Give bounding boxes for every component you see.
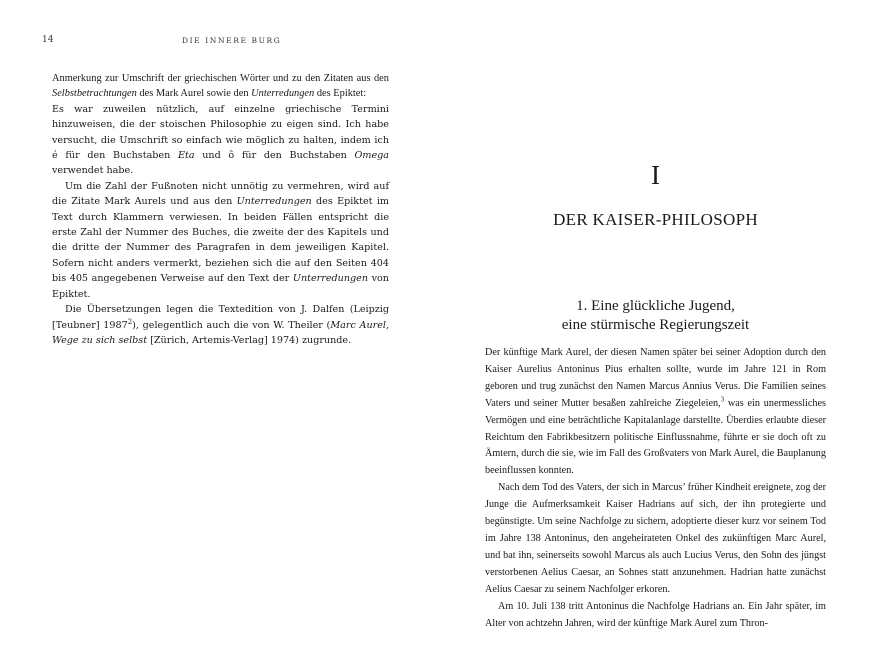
italic-run: Unterredungen	[292, 273, 369, 285]
text-run: von Epiktet.	[52, 273, 389, 300]
body-paragraph: Nach dem Tod des Vaters, der sich in Marcus’ früher Kindheit ereignete, zog der Junge die Aufmerksamkeit Kaiser Hadrians auf sich, der ihn protegierte und begünstigte. Um seine Nachfolge zu sichern, adoptierte dieser kurz vor seinem Tod im Jahre 138 Antoninus, den angeheirateten Onkel des zukünftigen Marc Aurel, und bat ihn, seinerseits sowohl Marcus als auch Lucius Verus, den Sohn des jüngst verstorbenen Aelius Caesar, an Sohnes statt anzunehmen. Hadrian hatte zunächst Aelius Caesar zu seinem Nachfolger erkoren.	[485, 482, 826, 595]
chapter-title: DER KAISER-PHILOSOPH	[553, 210, 758, 229]
text-run: verwendet habe.	[52, 165, 134, 177]
text-run: Es war zuweilen nützlich, auf einzelne griechische Termini hinzuweisen, die der stoischen Philosophie zu eigen sind. Ich habe versucht, die Umschrift so einfach wie möglich zu halten, indem ich é für den Buchstaben	[52, 103, 389, 162]
note-heading	[52, 71, 389, 102]
section-title	[437, 297, 874, 335]
running-head: DIE INNERE BURG	[182, 36, 282, 45]
footnote-marker[interactable]: 3	[720, 395, 725, 404]
transliteration-note	[52, 71, 389, 348]
italic-run: Unterredungen	[236, 196, 312, 208]
text-run: und ô für den Buchstaben	[194, 150, 355, 162]
note-heading-italic: Selbstbetrachtungen	[52, 88, 137, 100]
text-run: Um die Zahl der Fußnoten nicht unnötig zu vermehren, wird auf die Zitate Mark Aurels und aus den	[52, 180, 389, 208]
page-number: 14	[42, 35, 54, 45]
italic-run: Eta	[177, 150, 195, 162]
superscript: 2	[127, 317, 133, 326]
body-paragraph: Am 10. Juli 138 tritt Antoninus die Nachfolge Hadrians an. Ein Jahr später, im Alter von achtzehn Jahren, wird der künftige Mark Aurel zum Thron-	[485, 600, 826, 629]
body-paragraph	[485, 345, 826, 480]
text-run: Der künftige Mark Aurel, der diesen Namen später bei seiner Adoption durch den Kaiser Aurelius Antoninus Pius erhalten sollte, wurde im Jahre 121 in Rom geboren und trug zunächst den Namen Marcus Annius Verus. Die Familien seines Vaters und seiner Mutter besaßen zahlreiche Ziegeleien,	[485, 347, 826, 409]
text-run: ), gelegentlich auch die von W. Theiler (	[132, 319, 331, 331]
section-title-line: 1. Eine glückliche Jugend,	[576, 298, 735, 314]
text-run: [Zürich, Artemis-Verlag] 1974) zugrunde.	[147, 334, 352, 346]
italic-run: Marc Aurel, Wege zu sich selbst	[52, 319, 390, 346]
note-heading-part: des Mark Aurel sowie den	[136, 88, 252, 100]
note-heading-italic: Unterredungen	[251, 88, 315, 100]
chapter-number: I	[651, 160, 660, 190]
note-paragraph	[52, 179, 389, 302]
text-run: des Epiktet im Text durch Klammern verwiesen. In beiden Fällen entspricht die erste Zahl der Nummer des Buches, die zweite der des Kapitels und die dritte der Nummer des Paragrafen in dem jeweiligen Kapitel. Sofern nicht anders vermerkt, beziehen sich die auf den Seiten 404 bis 405 angegebenen Verweise auf den Text der	[52, 196, 389, 285]
chapter-body	[485, 345, 826, 632]
text-run: Die Übersetzungen legen die Textedition von J. Dalfen (Leipzig [Teubner] 1987	[52, 304, 389, 331]
text-run: was ein unermessliches Vermögen und eine beträchtliche Kapitalanlage darstellte. Überdies erlaubte dieser Reichtum den Fabrikbesitzern politische Einflussnahme, führte er sie doch oft zu Ämtern, durch die sie, wie im Fall des Großvaters von Mark Aurel, die Bauplanung beeinflussen konnten.	[485, 397, 826, 477]
note-heading-part: Anmerkung zur Umschrift der griechischen Wörter und zu den Zitaten aus den	[52, 73, 389, 84]
note-paragraph	[52, 302, 389, 348]
section-title-line: eine stürmische Regierungszeit	[561, 317, 750, 333]
right-page	[437, 0, 874, 648]
italic-run: Omega	[354, 150, 389, 162]
note-paragraph	[52, 102, 389, 179]
note-heading-part: des Epiktet:	[314, 88, 367, 100]
